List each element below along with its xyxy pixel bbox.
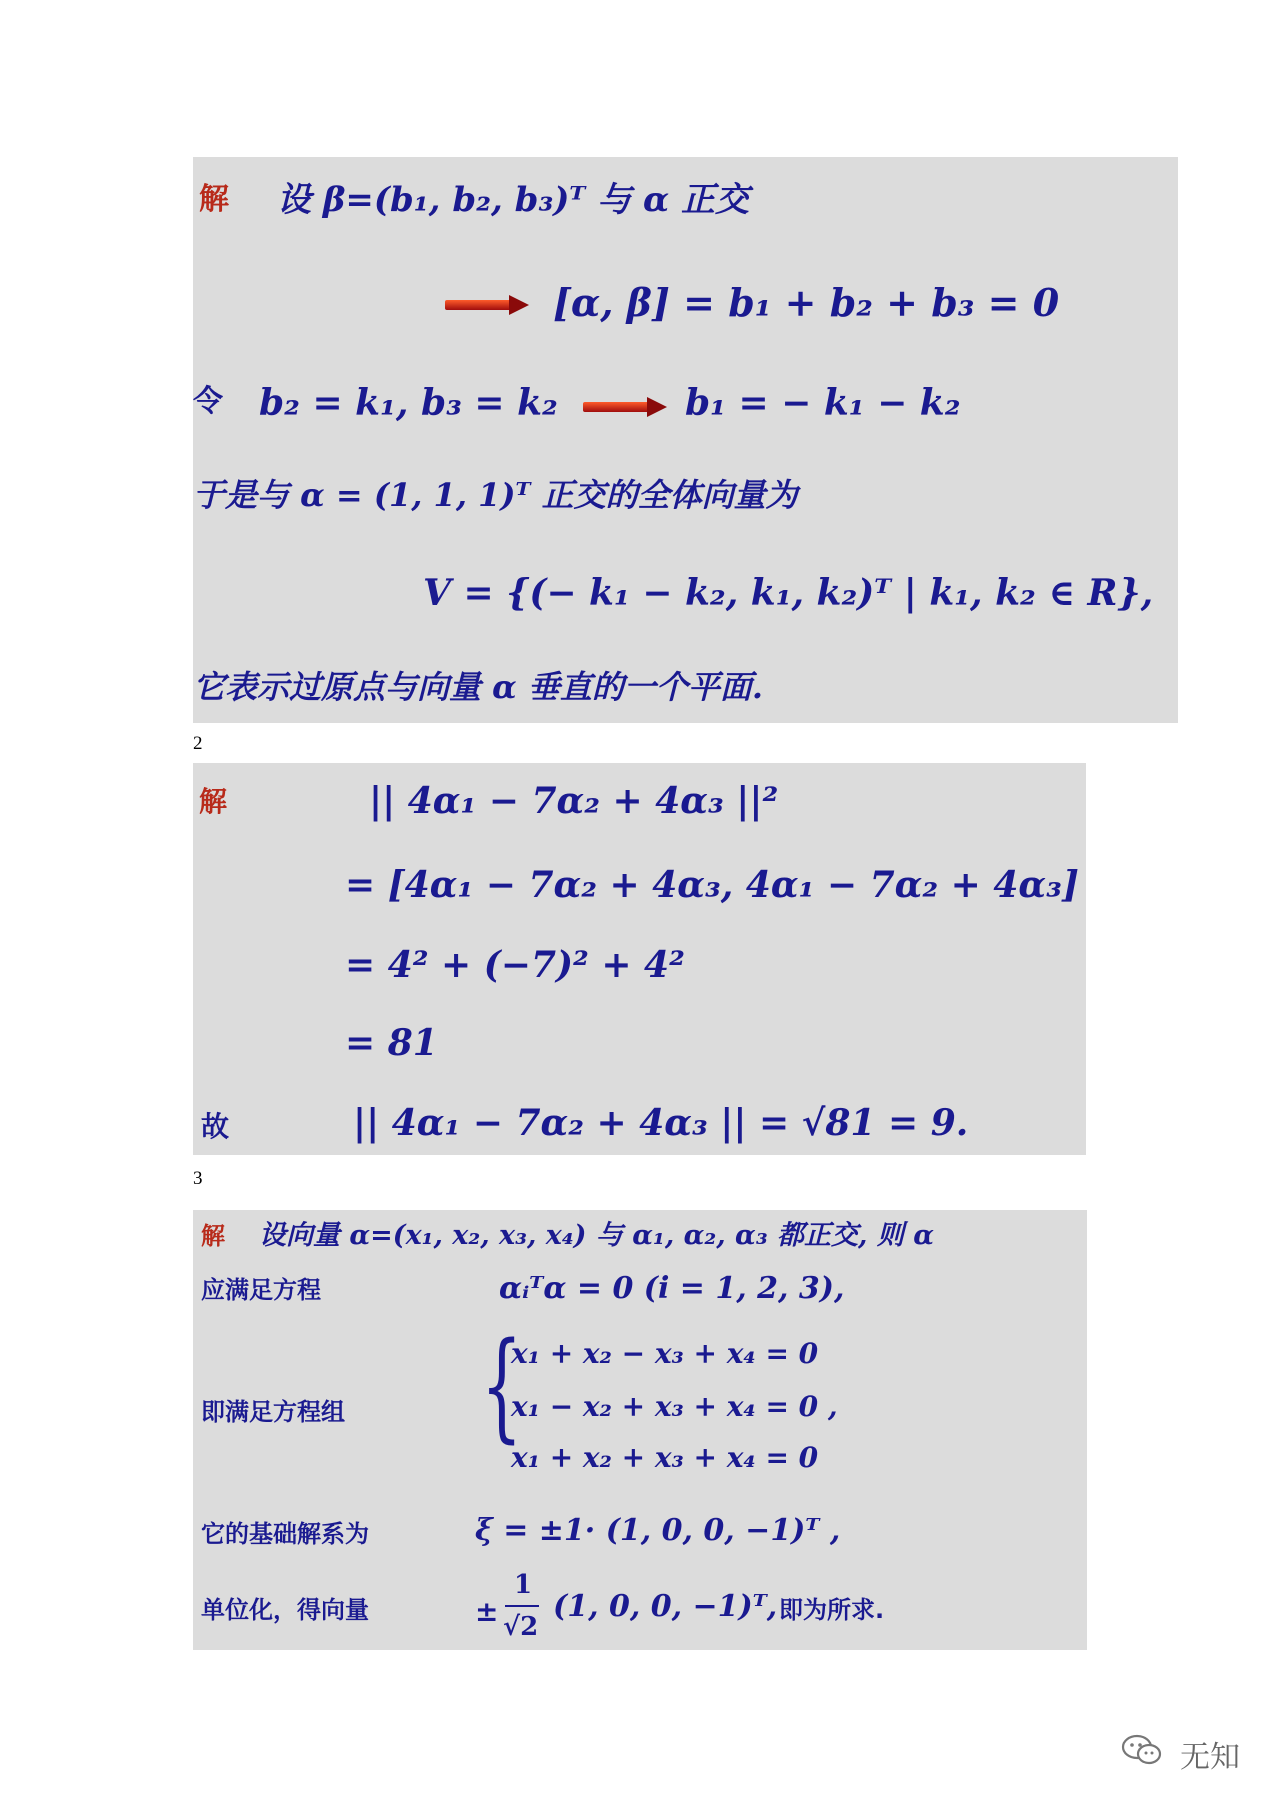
result-81-line: = 81 (345, 1022, 438, 1064)
solution-label: 解 (199, 182, 229, 217)
vector-set-line: V = {(− k₁ − k₂, k₁, k₂)ᵀ | k₁, k₂ ∈ R}, (423, 572, 1154, 614)
solution-panel-3 (193, 1210, 1087, 1650)
equation-label: 应满足方程 (201, 1276, 321, 1304)
system-equation-3: x₁ + x₂ + x₃ + x₄ = 0 (511, 1441, 819, 1474)
wechat-icon (1120, 1733, 1164, 1775)
therefore-label: 故 (201, 1110, 230, 1143)
solution-label: 解 (199, 785, 228, 818)
substitution-line: b₂ = k₁, b₃ = k₂ (259, 382, 558, 424)
final-answer-text: 即为所求. (779, 1596, 885, 1624)
fraction-denominator: √2 (503, 1612, 539, 1642)
watermark (1120, 1732, 1240, 1776)
fraction-bar (505, 1605, 539, 1607)
basis-label: 它的基础解系为 (201, 1520, 369, 1548)
setup-line: 设向量 α=(x₁, x₂, x₃, x₄) 与 α₁, α₂, α₃ 都正交, 则 α (259, 1220, 935, 1251)
sum-of-squares-line: = 4² + (−7)² + 4² (345, 944, 685, 986)
basis-solution: ξ = ±1· (1, 0, 0, −1)ᵀ , (475, 1513, 841, 1548)
plus-minus-sign: ± (475, 1595, 499, 1628)
normalize-label: 单位化，得向量 (201, 1596, 369, 1624)
system-label: 即满足方程组 (201, 1398, 345, 1426)
norm-squared-line: || 4α₁ − 7α₂ + 4α₃ ||² (369, 780, 779, 822)
left-brace: { (481, 1316, 523, 1454)
orthogonal-set-intro: 于是与 α = (1, 1, 1)ᵀ 正交的全体向量为 (193, 476, 798, 514)
implies-arrow-icon (445, 295, 529, 315)
system-equation-1: x₁ + x₂ − x₃ + x₄ = 0 (511, 1337, 819, 1370)
item-number: 3 (193, 1168, 203, 1189)
solution-panel-1 (193, 157, 1178, 723)
orthogonality-equation: αᵢᵀα = 0 (i = 1, 2, 3), (499, 1271, 845, 1306)
item-number: 2 (193, 733, 203, 754)
inner-product-line: [α, β] = b₁ + b₂ + b₃ = 0 (553, 280, 1060, 325)
let-label: 令 (193, 384, 223, 419)
solution-panel-2 (193, 763, 1086, 1155)
fraction-numerator: 1 (514, 1570, 533, 1600)
watermark-text: 无知 (1180, 1740, 1240, 1775)
plane-conclusion: 它表示过原点与向量 α 垂直的一个平面. (193, 668, 764, 706)
implies-arrow-icon (583, 397, 667, 417)
norm-result-line: || 4α₁ − 7α₂ + 4α₃ || = √81 = 9. (353, 1102, 969, 1144)
solution-b1-line: b₁ = − k₁ − k₂ (685, 382, 961, 424)
normalized-vector: (1, 0, 0, −1)ᵀ, (553, 1589, 778, 1624)
statement-line: 设 β=(b₁, b₂, b₃)ᵀ 与 α 正交 (277, 180, 750, 220)
inner-product-expansion: = [4α₁ − 7α₂ + 4α₃, 4α₁ − 7α₂ + 4α₃] (345, 864, 1079, 906)
system-equation-2: x₁ − x₂ + x₃ + x₄ = 0 , (511, 1390, 838, 1423)
solution-label: 解 (201, 1222, 225, 1250)
